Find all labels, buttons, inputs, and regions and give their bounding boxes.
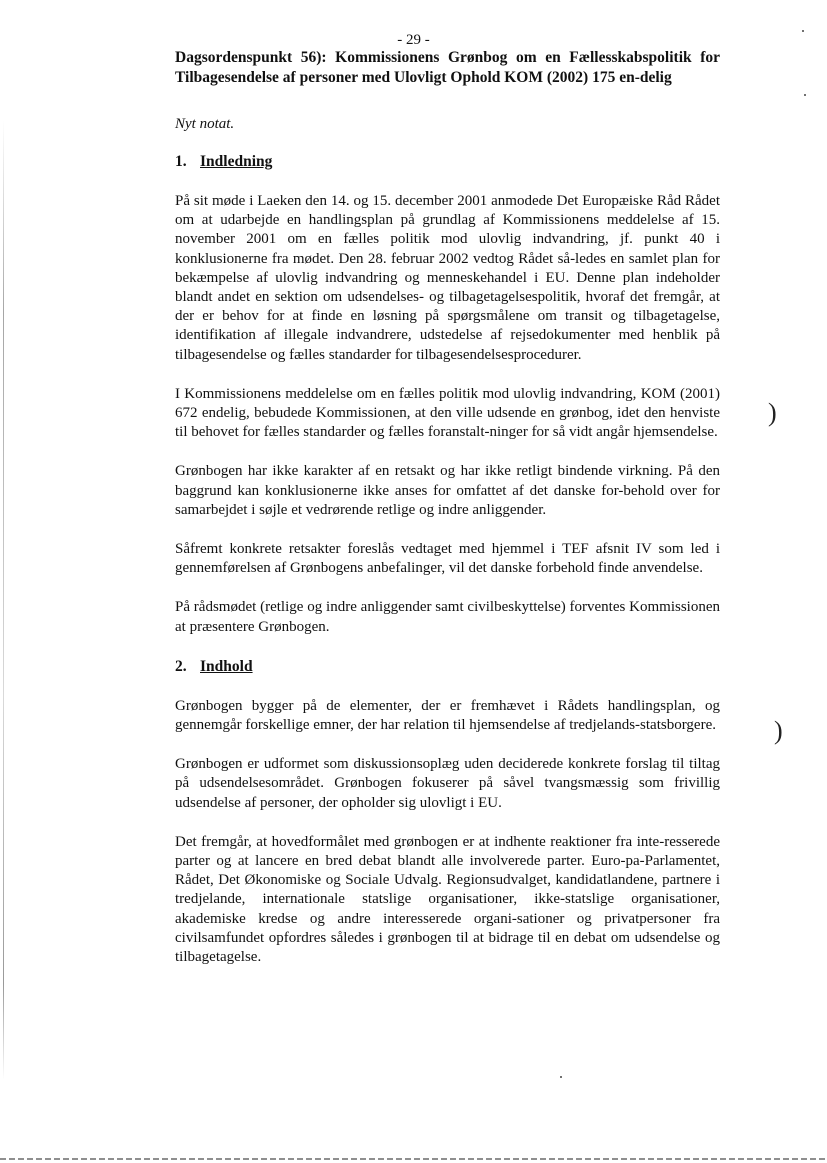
paragraph: Grønbogen er udformet som diskussionsoplæg uden deciderede konkrete forslag til tiltag på udsendelsesområdet. Grønbogen fokuserer på såvel tvangsmæssig som frivillig udsendelse af personer, der opholder sig ulovligt i EU. <box>175 756 720 811</box>
paragraph: I Kommissionens meddelelse om en fælles politik mod ulovlig indvandring, KOM (2001) 672 endelig, bebudede Kommissionen, at den ville udsende en grønbog, idet den henviste til behovet for fælles standarder og fælles foranstalt-ninger for så vidt angår hjemsendelse. <box>175 385 720 441</box>
page-number: - 29 - <box>397 32 430 48</box>
paragraph: Grønbogen bygger på de elementer, der er fremhævet i Rådets handlingsplan, og gennemgår forskellige emner, der har relation til hjemsendelse af tredjelands-statsborgere. <box>175 697 720 734</box>
scan-bottom-edge <box>0 1158 827 1160</box>
section-title: Indhold <box>200 657 253 675</box>
section-number: 1. <box>175 153 187 170</box>
agenda-item-title: Dagsordenspunkt 56): Kommissionens Grønbog om en Fællesskabspolitik for Tilbagesendelse af personer med Ulovligt Ophold KOM (2002) 175 en-delig <box>175 49 720 86</box>
paragraph: Grønbogen har ikke karakter af en retsakt og har ikke retligt bindende virkning. På den baggrund kan konklusionerne ikke anses for omfattet af det danske for-behold over for samarbejdet i søjle et vedrørende retlige og indre anliggender. <box>175 463 720 518</box>
section-title: Indledning <box>200 153 273 170</box>
scan-speck <box>804 94 806 96</box>
scan-margin-line <box>3 120 4 1080</box>
section-heading-introduction <box>175 152 720 172</box>
note-label: Nyt notat. <box>175 116 235 132</box>
section-heading-content <box>175 657 720 677</box>
scan-speck <box>560 1076 562 1078</box>
paragraph: På sit møde i Laeken den 14. og 15. december 2001 anmodede Det Europæiske Råd Rådet om at udarbejde en handlingsplan på grundlag af Kommissionens meddelelse af 15. november 2001 om en fælles politik mod ulovlig indvandring, jf. punkt 40 i konklusionerne fra mødet. Den 28. februar 2002 vedtog Rådet så-ledes en samlet plan for bekæmpelse af ulovlig indvandring og menneskehandel i EU. Denne plan indeholder blandt andet en sektion om udsendelses- og tilbagetagelsespolitik, hvoraf det fremgår, at der er behov for at finde en løsning på spørgsmålene om transit og tilbagetagelse, identifikation af illegale indvandrere, udstedelse af rejsedokumenter med henblik på tilbagesendelse og fælles standarder for tilbagesendelsesprocedurer. <box>175 193 720 363</box>
paragraph: Det fremgår, at hovedformålet med grønbogen er at indhente reaktioner fra inte-resserede parter og at lancere en bred debat blandt alle involverede parter. Euro-pa-Parlamentet, Rådet, Det Økonomiske og Sociale Udvalg. Regionsudvalget, kandidatlandene, partnere i tredjelande, internationale statslige organisationer, ikke-statslige organisationer, akademiske kredse og andre interesserede organi-sationer og privatpersoner fra civilsamfundet opfordres således i grønbogen til at bidrage til en debat om udsendelse og tilbagetagelse. <box>175 833 720 966</box>
scan-speck <box>802 30 804 32</box>
paragraph: På rådsmødet (retlige og indre anliggender samt civilbeskyttelse) forventes Kommissionen at præsentere Grønbogen. <box>175 599 720 635</box>
section-number: 2. <box>175 657 187 675</box>
paragraph: Såfremt konkrete retsakter foreslås vedtaget med hjemmel i TEF afsnit IV som led i gennemførelsen af Grønbogens anbefalinger, vil det danske forbehold finde anvendelse. <box>175 541 720 577</box>
scan-bracket-mark: ) <box>768 398 777 427</box>
scan-bracket-mark: ) <box>774 716 783 745</box>
document-body <box>175 48 720 987</box>
